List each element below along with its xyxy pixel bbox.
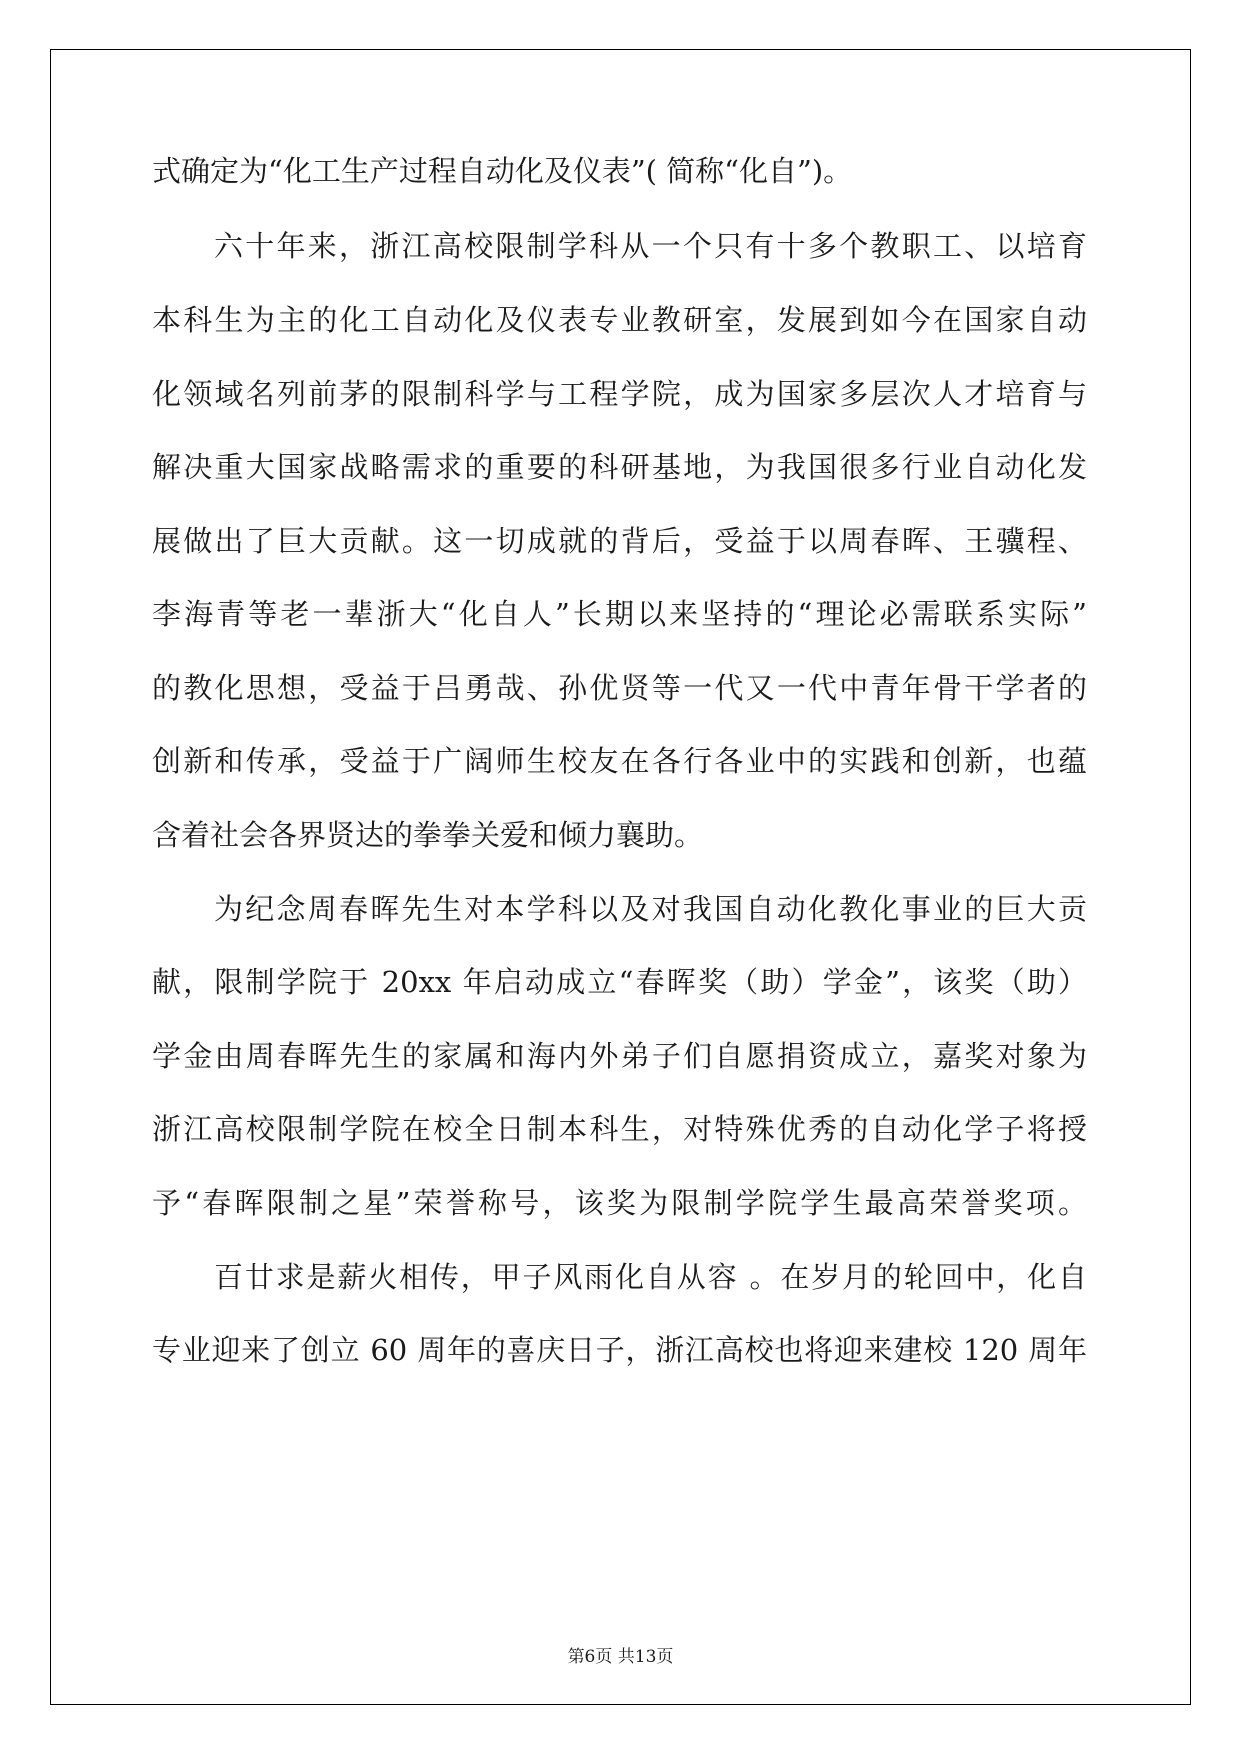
text-line: 含着社会各界贤达的拳拳关爱和倾力襄助。	[152, 818, 704, 852]
text-line: 解决重大国家战略需求的重要的科研基地，为我国很多行业自动化发	[152, 450, 1087, 484]
text-line: 展做出了巨大贡献。这一切成就的背后，受益于以周春晖、王骥程、	[152, 524, 1087, 558]
text-line: 的教化思想，受益于吕勇哉、孙优贤等一代又一代中青年骨干学者的	[152, 671, 1087, 705]
paragraph-first-line: 百廿求是薪火相传，甲子风雨化自从容 。在岁月的轮回中，化自	[214, 1260, 1087, 1294]
text-line: 专业迎来了创立 60 周年的喜庆日子，浙江高校也将迎来建校 120 周年	[152, 1333, 1087, 1367]
text-line: 献，限制学院于 20xx 年启动成立“春晖奖（助）学金”，该奖（助）	[152, 965, 1087, 999]
text-line: 化领域名列前茅的限制科学与工程学院，成为国家多层次人才培育与	[152, 377, 1087, 411]
text-line: 创新和传承，受益于广阔师生校友在各行各业中的实践和创新，也蕴	[152, 744, 1087, 778]
text-line: 式确定为“化工生产过程自动化及仪表”( 简称“化自”)。	[152, 154, 853, 188]
text-line: 本科生为主的化工自动化及仪表专业教研室，发展到如今在国家自动	[152, 303, 1087, 337]
text-line: 李海青等老一辈浙大“化自人”长期以来坚持的“理论必需联系实际”	[152, 597, 1087, 631]
page-frame	[50, 49, 1191, 1705]
text-line: 学金由周春晖先生的家属和海内外弟子们自愿捐资成立，嘉奖对象为	[152, 1039, 1087, 1073]
page-footer: 第6页 共13页	[567, 1647, 674, 1667]
text-line: 予“春晖限制之星”荣誉称号，该奖为限制学院学生最高荣誉奖项。	[152, 1186, 1087, 1220]
text-line: 浙江高校限制学院在校全日制本科生，对特殊优秀的自动化学子将授	[152, 1112, 1087, 1146]
paragraph-first-line: 六十年来，浙江高校限制学科从一个只有十多个教职工、以培育	[214, 229, 1087, 263]
paragraph-first-line: 为纪念周春晖先生对本学科以及对我国自动化教化事业的巨大贡	[214, 892, 1087, 926]
